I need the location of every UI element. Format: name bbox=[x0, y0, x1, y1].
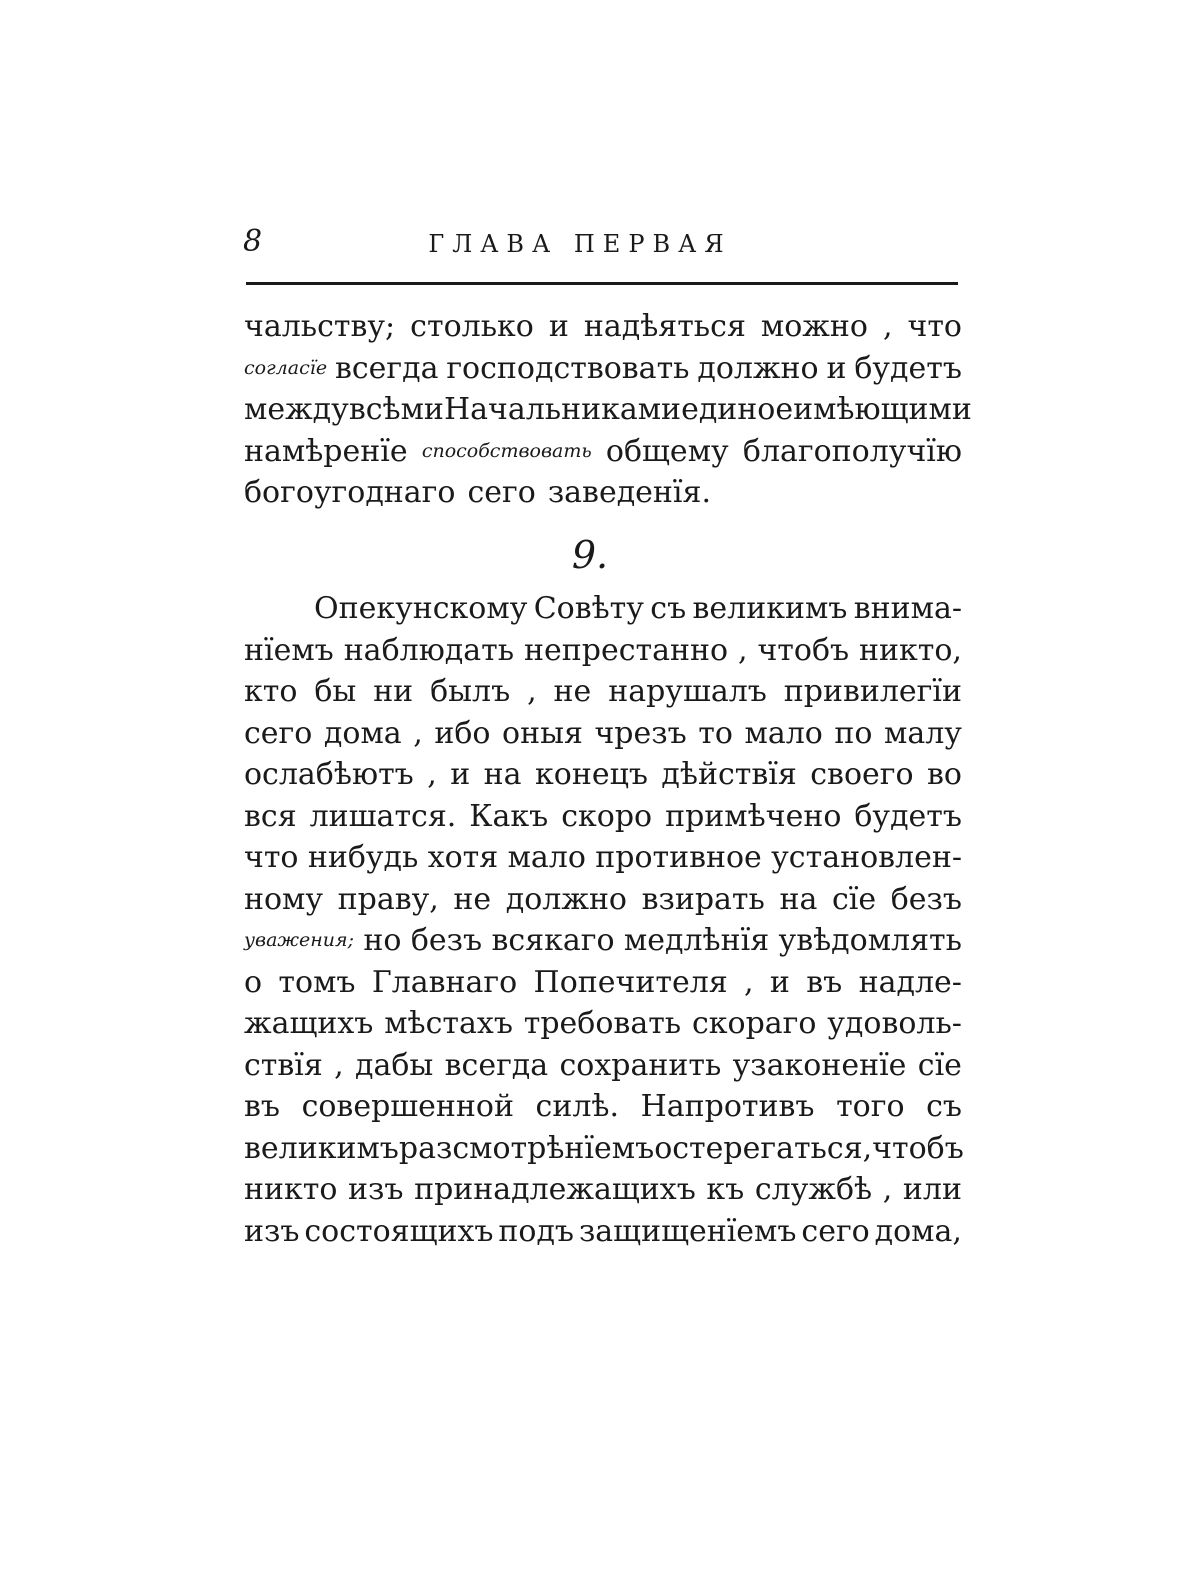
word: удоволь- bbox=[827, 1006, 962, 1041]
word: въ bbox=[806, 964, 843, 1000]
word: службѣ bbox=[754, 1172, 873, 1207]
word: сего bbox=[244, 715, 313, 751]
word: , bbox=[882, 1172, 893, 1207]
section-number: 9. bbox=[571, 533, 609, 577]
text-line bbox=[244, 1169, 962, 1211]
word: заведенїя. bbox=[547, 475, 711, 510]
word: , bbox=[737, 632, 748, 668]
word: жащихъ bbox=[244, 1006, 374, 1041]
word: томъ bbox=[278, 964, 356, 1000]
word: оныя bbox=[502, 715, 583, 751]
italic-word: согласїе bbox=[244, 356, 328, 379]
word: установлен- bbox=[771, 840, 962, 875]
word: нарушалъ bbox=[608, 674, 767, 709]
word: ослабѣютъ bbox=[244, 757, 414, 792]
word: чтобъ bbox=[872, 1130, 964, 1166]
word: господствовать bbox=[446, 350, 690, 386]
word: но bbox=[363, 923, 402, 958]
word: вся bbox=[244, 798, 297, 834]
word: можно bbox=[760, 309, 868, 344]
word: примѣчено bbox=[665, 798, 842, 834]
word: , bbox=[882, 309, 893, 344]
word: , bbox=[413, 715, 423, 751]
word: на bbox=[483, 757, 522, 792]
word: Попечителя bbox=[533, 964, 728, 1000]
word: мало bbox=[507, 840, 586, 875]
text-line bbox=[244, 389, 972, 431]
word: Совѣту bbox=[533, 591, 644, 626]
word: подъ bbox=[498, 1213, 575, 1249]
text-line bbox=[244, 431, 962, 473]
word: Начальниками bbox=[443, 392, 682, 427]
word: привилегїи bbox=[783, 674, 962, 709]
word: дома, bbox=[874, 1213, 962, 1249]
header-rule bbox=[246, 282, 958, 285]
text-line bbox=[244, 588, 962, 630]
word: Какъ bbox=[469, 798, 549, 834]
paragraph-continuation bbox=[244, 306, 972, 514]
word: сего bbox=[801, 1213, 870, 1249]
word: во bbox=[927, 757, 962, 792]
word: силѣ. bbox=[535, 1089, 620, 1124]
word: и bbox=[450, 757, 471, 792]
word: былъ bbox=[430, 674, 511, 709]
word: великимъ bbox=[692, 591, 848, 626]
italic-word: способствовать bbox=[421, 439, 592, 462]
word: надѣяться bbox=[583, 309, 746, 344]
word: требовать bbox=[523, 1006, 682, 1041]
word: и bbox=[548, 309, 569, 344]
word: , bbox=[334, 1047, 344, 1083]
word: , bbox=[744, 964, 754, 1000]
word: сїе bbox=[831, 881, 877, 917]
text-line bbox=[244, 1086, 962, 1128]
word: всегда bbox=[334, 350, 439, 386]
paragraph-section-9 bbox=[244, 588, 962, 1252]
word: что bbox=[907, 309, 962, 344]
word: между bbox=[244, 392, 349, 427]
word: великимъ bbox=[244, 1130, 399, 1166]
word: скоро bbox=[561, 798, 653, 834]
word: что bbox=[244, 840, 299, 875]
word: противное bbox=[595, 840, 762, 875]
text-line bbox=[244, 962, 962, 1004]
word: того bbox=[836, 1089, 905, 1124]
text-line bbox=[244, 713, 962, 755]
word: съ bbox=[926, 1089, 962, 1124]
word: безъ bbox=[890, 881, 962, 917]
word: сохранить bbox=[559, 1047, 722, 1083]
word: или bbox=[902, 1172, 962, 1207]
word: принадлежащихъ bbox=[414, 1172, 696, 1207]
word: сїе bbox=[917, 1047, 962, 1083]
text-line bbox=[244, 671, 962, 713]
word: всякаго bbox=[491, 923, 615, 958]
word: надле- bbox=[858, 964, 962, 1000]
word: съ bbox=[650, 591, 687, 626]
word: чрезъ bbox=[594, 715, 687, 751]
word: на bbox=[779, 881, 818, 917]
word: внима- bbox=[853, 591, 962, 626]
word: малу bbox=[884, 715, 962, 751]
text-line bbox=[244, 920, 962, 962]
word: намѣренїе bbox=[244, 433, 408, 469]
text-line bbox=[244, 1128, 962, 1170]
word: и bbox=[826, 350, 847, 386]
word: будетъ bbox=[854, 798, 962, 834]
word: о bbox=[244, 964, 263, 1000]
word: благополучїю bbox=[742, 433, 962, 469]
word: медлѣнїя bbox=[623, 923, 770, 958]
text-line bbox=[244, 348, 962, 390]
word: увѣдомлять bbox=[778, 923, 962, 958]
word: , bbox=[427, 757, 437, 792]
word: единое bbox=[681, 392, 794, 427]
word: всегда bbox=[444, 1047, 549, 1083]
word: въ bbox=[244, 1089, 280, 1124]
word: взирать bbox=[641, 881, 765, 917]
word: состоящихъ bbox=[304, 1213, 494, 1249]
page-number: 8 bbox=[243, 224, 263, 259]
word: Напротивъ bbox=[640, 1089, 815, 1124]
word: мало bbox=[744, 715, 823, 751]
word: столько bbox=[410, 309, 534, 344]
word: изъ bbox=[244, 1213, 300, 1249]
text-line bbox=[244, 472, 962, 514]
word: Главнаго bbox=[371, 964, 518, 1000]
word: по bbox=[834, 715, 873, 751]
word: скораго bbox=[691, 1006, 817, 1041]
word: никто, bbox=[859, 632, 962, 668]
word: , bbox=[527, 674, 537, 709]
word: разсмотрѣнїемъ bbox=[398, 1130, 655, 1166]
text-line bbox=[244, 1211, 962, 1253]
word: и bbox=[769, 964, 790, 1000]
word: мѣстахъ bbox=[384, 1006, 513, 1041]
word: дабы bbox=[355, 1047, 434, 1083]
word: изъ bbox=[348, 1172, 404, 1207]
word: имѣющими bbox=[793, 392, 972, 427]
word: остерегаться, bbox=[654, 1130, 873, 1166]
running-title: ГЛАВА ПЕРВАЯ bbox=[428, 230, 732, 258]
word: лишатся. bbox=[309, 798, 457, 834]
text-line bbox=[244, 630, 962, 672]
word: не bbox=[553, 674, 592, 709]
word: никто bbox=[244, 1172, 338, 1207]
word: наблюдать bbox=[343, 632, 515, 668]
text-line bbox=[244, 1003, 962, 1045]
word: защищенїемъ bbox=[578, 1213, 797, 1249]
word: богоугоднаго bbox=[244, 475, 456, 510]
italic-word: уважения; bbox=[244, 929, 354, 951]
word: дѣйствїя bbox=[661, 757, 797, 792]
text-line bbox=[244, 837, 962, 879]
word: будетъ bbox=[854, 350, 962, 386]
word: чальству; bbox=[244, 309, 396, 344]
word: хотя bbox=[427, 840, 499, 875]
word: ствїя bbox=[244, 1047, 323, 1083]
word: всѣми bbox=[348, 392, 444, 427]
word: дома bbox=[323, 715, 402, 751]
word: своего bbox=[810, 757, 914, 792]
word: нибудь bbox=[307, 840, 419, 875]
text-line bbox=[244, 879, 962, 921]
word: сего bbox=[467, 475, 536, 510]
word: кто bbox=[244, 674, 298, 709]
word: безъ bbox=[410, 923, 483, 958]
word: узаконенїе bbox=[732, 1047, 907, 1083]
text-line bbox=[244, 306, 962, 348]
word: общему bbox=[605, 433, 729, 469]
word: не bbox=[453, 881, 492, 917]
word: должно bbox=[505, 881, 627, 917]
word: совершенной bbox=[301, 1089, 514, 1124]
word: ибо bbox=[434, 715, 491, 751]
text-line bbox=[244, 1045, 962, 1087]
word: ни bbox=[373, 674, 414, 709]
word: бы bbox=[314, 674, 357, 709]
word: то bbox=[698, 715, 733, 751]
word: нїемъ bbox=[244, 632, 334, 668]
word: ному bbox=[244, 881, 324, 917]
word: къ bbox=[706, 1172, 745, 1207]
text-line bbox=[244, 796, 962, 838]
word: Опекунскому bbox=[314, 591, 528, 626]
word: чтобъ bbox=[757, 632, 850, 668]
word: праву, bbox=[337, 881, 439, 917]
word: конецъ bbox=[535, 757, 648, 792]
word: непрестанно bbox=[524, 632, 729, 668]
word: должно bbox=[697, 350, 819, 386]
text-line bbox=[244, 754, 962, 796]
